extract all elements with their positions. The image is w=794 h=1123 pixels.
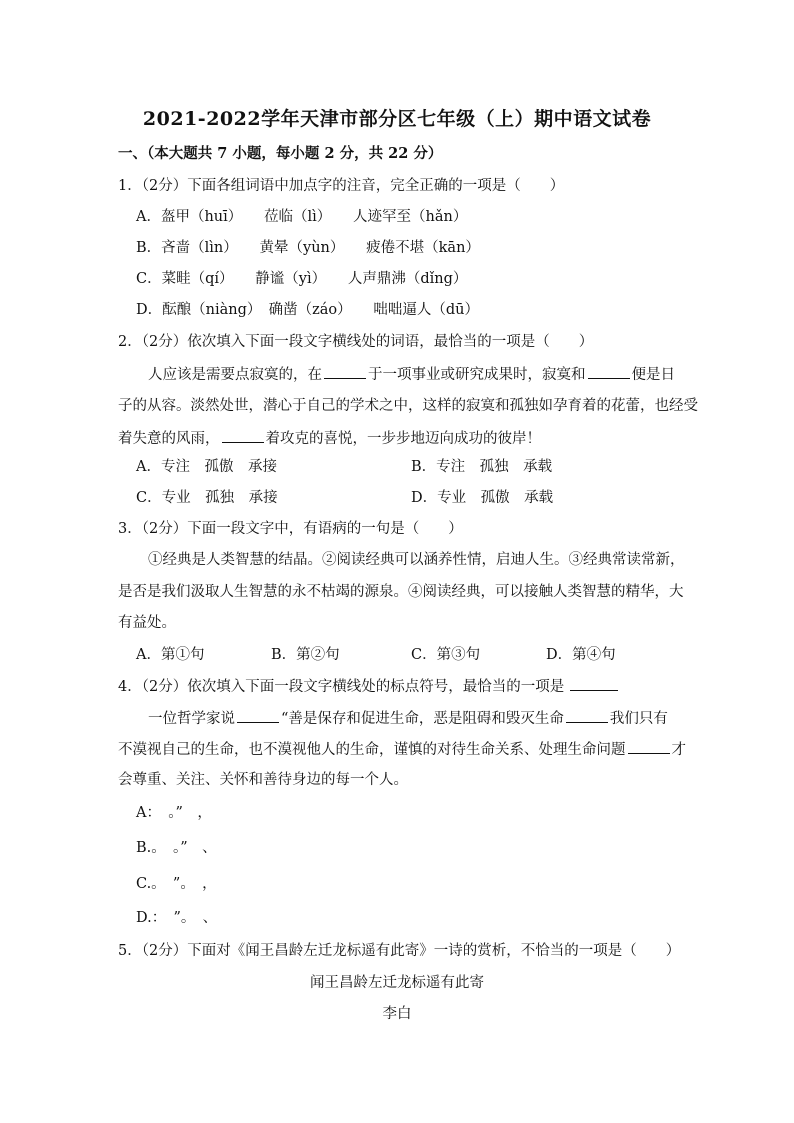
q2-stem: 2．（2分）依次填入下面一段文字横线处的词语，最恰当的一项是（ ） (118, 334, 594, 350)
q2-passage-line-1 (148, 364, 675, 385)
q4-passage-text: 才 (671, 742, 686, 758)
answer-blank (237, 708, 279, 723)
q3-option-b: B．第②句 (271, 647, 340, 663)
q2-passage-line-2: 子的从容。淡然处世，潜心于自己的学术之中，这样的寂寞和孤独如孕育着的花蕾，也经受 (118, 398, 698, 414)
q3-passage-line-3: 有益处。 (118, 615, 176, 631)
q2-option-d: D．专业 孤傲 承载 (411, 490, 554, 506)
q1-option-d: D．酝酿（niàng） 确凿（záo） 咄咄逼人（dū） (136, 302, 479, 318)
q4-passage-line-1 (148, 708, 668, 729)
answer-blank (570, 676, 618, 691)
q4-passage-text: 不漠视自己的生命，也不漠视他人的生命，谨慎的对待生命关系、处理生命问题 (118, 742, 626, 758)
q1-option-a: A．盔甲（huī） 莅临（lì） 人迹罕至（hǎn） (136, 209, 468, 225)
poem-title: 闻王昌龄左迁龙标遥有此寄 (310, 975, 484, 991)
q3-stem: 3．（2分）下面一段文字中，有语病的一句是（ ） (118, 521, 463, 537)
q4-option-c: C.。 ”。 ， (136, 876, 217, 892)
answer-blank (628, 739, 670, 754)
q4-passage-text: 一位哲学家说 (148, 711, 235, 727)
q1-option-b: B．吝啬（lìn） 黄晕（yùn） 疲倦不堪（kān） (136, 240, 480, 256)
q2-passage-text: 着攻克的喜悦，一步步地迈向成功的彼岸！ (265, 431, 541, 447)
answer-blank (324, 364, 366, 379)
q4-passage-text: 我们只有 (609, 711, 668, 727)
q4-passage-text: “善是保存和促进生命，恶是阻碍和毁灭生命 (281, 711, 564, 727)
q3-option-d: D．第④句 (546, 647, 616, 663)
page-title: 2021-2022学年天津市部分区七年级（上）期中语文试卷 (142, 108, 652, 130)
q4-passage-line-2 (118, 739, 686, 760)
q2-option-b: B．专注 孤独 承载 (411, 459, 553, 475)
q4-stem-line (118, 676, 620, 697)
q2-passage-text: 于一项事业或研究成果时，寂寞和 (368, 367, 586, 383)
q2-passage-text: 人应该是需要点寂寞的，在 (148, 367, 322, 383)
q2-passage-line-3 (118, 428, 541, 449)
q4-option-a: A： 。” ， (136, 805, 212, 821)
q2-option-c: C．专业 孤独 承接 (136, 490, 278, 506)
q3-passage-line-2: 是否是我们汲取人生智慧的永不枯竭的源泉。④阅读经典，可以接触人类智慧的精华，大 (118, 584, 684, 600)
poem-author: 李白 (382, 1006, 412, 1022)
q2-passage-text: 便是日 (631, 367, 675, 383)
answer-blank (222, 428, 264, 443)
q5-stem: 5．（2分）下面对《闻王昌龄左迁龙标遥有此寄》一诗的赏析，不恰当的一项是（ ） (118, 943, 681, 959)
q3-option-a: A．第①句 (136, 647, 205, 663)
q2-option-a: A．专注 孤傲 承接 (136, 459, 277, 475)
q4-option-b: B.。 。” 、 (136, 840, 217, 856)
q4-option-d: D.： ”。 、 (136, 910, 218, 926)
q3-option-c: C．第③句 (411, 647, 481, 663)
q4-stem: 4．（2分）依次填入下面一段文字横线处的标点符号，最恰当的一项是 (118, 679, 565, 695)
section-heading: 一、（本大题共 7 小题，每小题 2 分，共 22 分） (118, 145, 443, 162)
q1-option-c: C．菜畦（qí） 静谧（yì） 人声鼎沸（dǐng） (136, 271, 468, 287)
q1-stem: 1．（2分）下面各组词语中加点字的注音，完全正确的一项是（ ） (118, 178, 565, 194)
q3-passage-line-1: ①经典是人类智慧的结晶。②阅读经典可以涵养性情，启迪人生。③经典常读常新， (148, 552, 685, 568)
q4-passage-line-3: 会尊重、关注、关怀和善待身边的每一个人。 (118, 772, 408, 788)
q2-passage-text: 着失意的风雨， (118, 431, 220, 447)
answer-blank (566, 708, 608, 723)
answer-blank (588, 364, 630, 379)
